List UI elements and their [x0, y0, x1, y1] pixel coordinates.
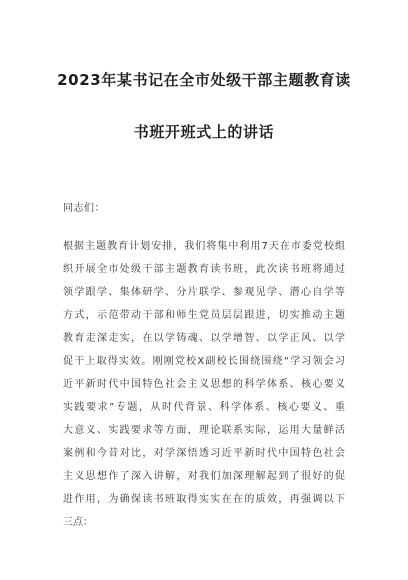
body-line: 实践要求”专题，从时代背景、科学体系、核心要义、重	[63, 402, 345, 413]
body-line: 近平新时代中国特色社会主义思想的科学体系、核心要义	[63, 379, 345, 390]
body-line: 三点：	[63, 517, 93, 528]
body-line: 主义思想作了深入讲解，对我们加深理解起到了很好的促	[63, 471, 345, 482]
salutation: 同志们：	[63, 203, 105, 214]
body-line: 方式，示范带动干部和师生党员层层跟进，切实推动主题	[63, 310, 345, 321]
body-line: 进作用，为确保读书班取得实实在在的质效，再强调以下	[63, 494, 345, 505]
body-line: 教育走深走实，在以学铸魂、以学增智、以学正风、以学	[63, 333, 345, 344]
document-title-line-1: 2023年某书记在全市处级干部主题教育读	[57, 71, 351, 89]
body-line: 促干上取得实效。刚刚党校X副校长围绕围绕“学习领会习	[63, 356, 345, 367]
document-title-line-2: 书班开班式上的讲话	[133, 123, 275, 141]
body-line: 织开展全市处级干部主题教育读书班，此次读书班将通过	[63, 264, 345, 275]
body-line: 领学跟学、集体研学、分片联学、参观见学、潜心自学等	[63, 287, 345, 298]
body-line: 案例和今昔对比，对学深悟透习近平新时代中国特色社会	[63, 448, 345, 459]
body-line: 根据主题教育计划安排，我们将集中利用7天在市委党校组	[63, 241, 345, 252]
body-line: 大意义、实践要求等方面，理论联系实际，运用大量鲜活	[63, 425, 345, 436]
